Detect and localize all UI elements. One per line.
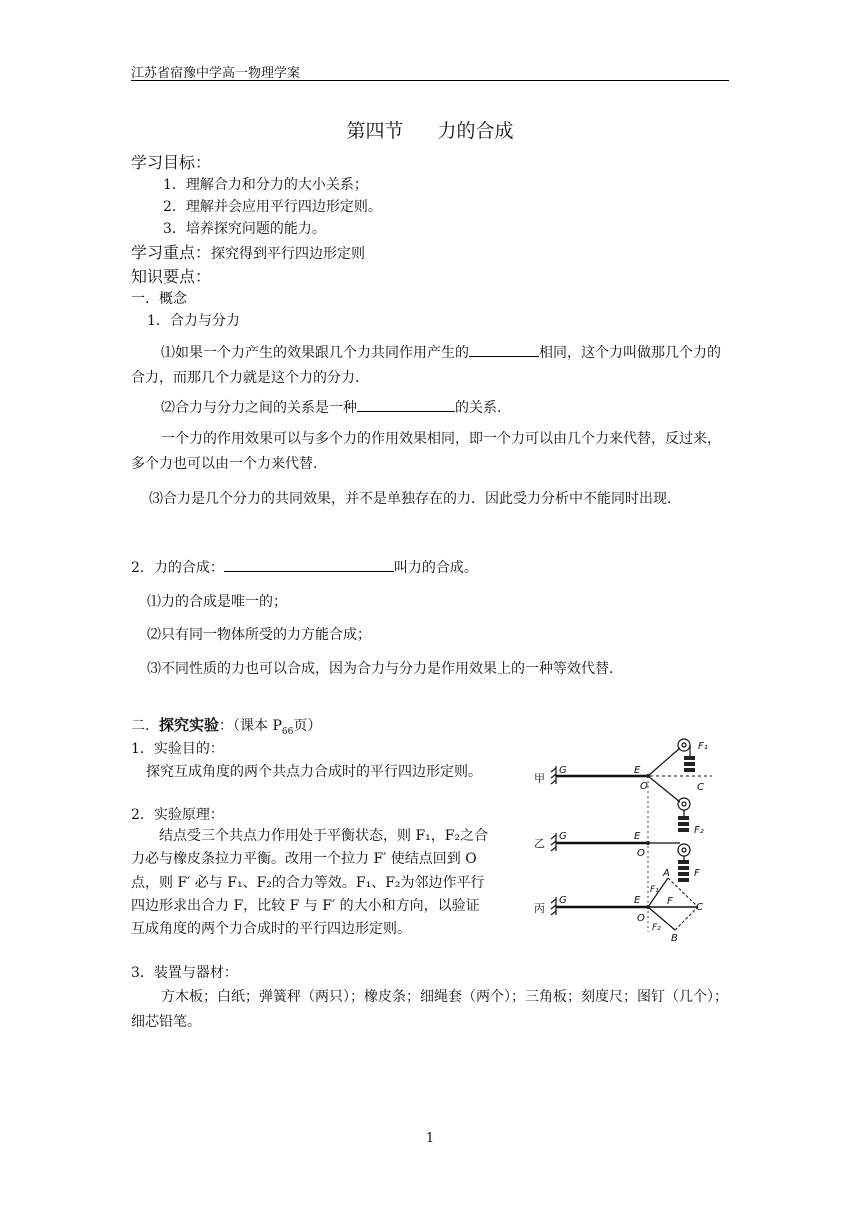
p3-text: 一个力的作用效果可以与多个力的作用效果相同，即一个力可以由几个力来代替，反过来，多个力也可以由一个力来代替．: [131, 431, 721, 472]
concept-sub2: [131, 557, 478, 577]
apparatus-body: 方木板；白纸；弹簧秤（两只）；橡皮条；细绳套（两个）；三角板；刻度尺；图钉（几个）；细芯铅笔。: [131, 989, 728, 1030]
fig-label-f-vec: F: [667, 896, 673, 907]
focus-text: 探究得到平行四边形定则: [211, 246, 366, 262]
fig-label-o3: O: [637, 913, 645, 924]
fig-label-c1: C: [697, 782, 704, 793]
principle-line-3: 点，则 F′ 必与 F₁、F₂的合力等效。F₁、F₂为邻边作平行: [131, 875, 485, 891]
p2-part-b: 的关系．: [455, 400, 511, 416]
p2-part-a: ⑵合力与分力之间的关系是一种: [161, 400, 357, 416]
fig-label-b: B: [671, 933, 678, 944]
sub2-part-a: 2．力的合成：: [131, 560, 224, 576]
concept-para-1: [131, 341, 731, 391]
header-rule: [131, 80, 729, 81]
fig-label-o2: O: [637, 848, 645, 859]
apparatus-heading: 3．装置与器材：: [131, 965, 238, 981]
concept-para-4: ⑶合力是几个分力的共同效果，并不是单独存在的力．因此受力分析中不能同时出现．: [149, 491, 681, 507]
fig-label-e1: E: [634, 765, 641, 776]
objective-item-3: 3．培养探究问题的能力。: [163, 221, 326, 237]
fig-label-e3: E: [634, 895, 641, 906]
exp-heading-rest: ：（课本 P: [219, 718, 282, 734]
exp-page-sub: 66: [281, 726, 294, 737]
objectives-heading: 学习目标：: [131, 153, 212, 172]
exp-heading-bold: 探究实验: [159, 716, 220, 734]
header-school: 江苏省宿豫中学高一物理学案: [131, 66, 301, 81]
title-section: 第四节: [346, 120, 404, 142]
fig-row-jia: 甲: [534, 772, 545, 785]
fig-label-g3: G: [559, 895, 567, 906]
fig-label-g1: G: [559, 765, 567, 776]
sub2-part-b: 叫力的合成。: [393, 560, 478, 576]
fig-label-f2-vec: F₂: [652, 923, 661, 933]
composition-note-3: ⑶不同性质的力也可以合成，因为合力与分力是作用效果上的一种等效代替．: [147, 661, 623, 677]
purpose-text: 探究互成角度的两个共点力合成时的平行四边形定则。: [146, 764, 482, 780]
fill-blank-3[interactable]: [224, 558, 394, 572]
principle-line-2: 力必与橡皮条拉力平衡。改用一个拉力 F′ 使结点回到 O: [131, 851, 477, 867]
fig-row-bing: 丙: [534, 902, 545, 915]
principle-line-4: 四边形求出合力 F，比较 F 与 F′ 的大小和方向，以验证: [131, 898, 480, 914]
concept-heading: 一．概念: [131, 291, 187, 307]
fig-label-c2: C: [696, 902, 703, 913]
fig-label-f1-vec: F₁: [650, 885, 659, 895]
fill-blank-2[interactable]: [357, 398, 455, 412]
experiment-heading: [131, 714, 321, 737]
p1-part-b: 相同，这个力叫做那几个力的合力，而那几个力就是这个力的分力．: [131, 345, 721, 386]
apparatus-text: [131, 985, 731, 1035]
knowledge-heading: 知识要点：: [131, 267, 212, 286]
concept-para-2: [131, 396, 731, 421]
p1-part-a: ⑴如果一个力产生的效果跟几个力共同作用产生的: [161, 345, 469, 361]
objective-item-1: 1．理解合力和分力的大小关系；: [163, 177, 368, 193]
focus-label: 学习重点：: [131, 243, 212, 262]
experiment-figure: [530, 732, 730, 944]
concept-sub1: 1．合力与分力: [147, 313, 240, 329]
concept-para-3: [131, 427, 731, 477]
fig-label-o1: O: [640, 781, 648, 792]
purpose-heading: 1．实验目的：: [131, 741, 224, 757]
fig-label-e2: E: [634, 831, 641, 842]
exp-heading-end: 页）: [293, 718, 322, 734]
objective-item-2: 2．理解并会应用平行四边形定则。: [163, 199, 382, 215]
title-topic: 力的合成: [437, 120, 514, 142]
page-title: [0, 116, 860, 143]
exp-heading-num: 二．: [131, 718, 159, 734]
principle-line-1: 结点受三个共点力作用处于平衡状态，则 F₁，F₂之合: [159, 828, 489, 844]
fill-blank-1[interactable]: [469, 343, 539, 357]
fig-label-g2: G: [559, 831, 567, 842]
fig-label-a: A: [663, 868, 670, 879]
page-number: 1: [425, 1131, 435, 1146]
fig-label-f2-mid: F₂: [694, 825, 704, 836]
composition-note-2: ⑵只有同一物体所受的力方能合成；: [147, 627, 371, 643]
fig-label-f-weight: F: [694, 868, 700, 879]
fig-row-yi: 乙: [534, 837, 545, 850]
principle-heading: 2．实验原理：: [131, 807, 224, 823]
composition-note-1: ⑴力的合成是唯一的；: [147, 594, 287, 610]
fig-label-f1-top: F₁: [698, 741, 708, 752]
principle-line-5: 互成角度的两个力合成时的平行四边形定则。: [131, 921, 411, 937]
focus-line: [131, 240, 365, 263]
